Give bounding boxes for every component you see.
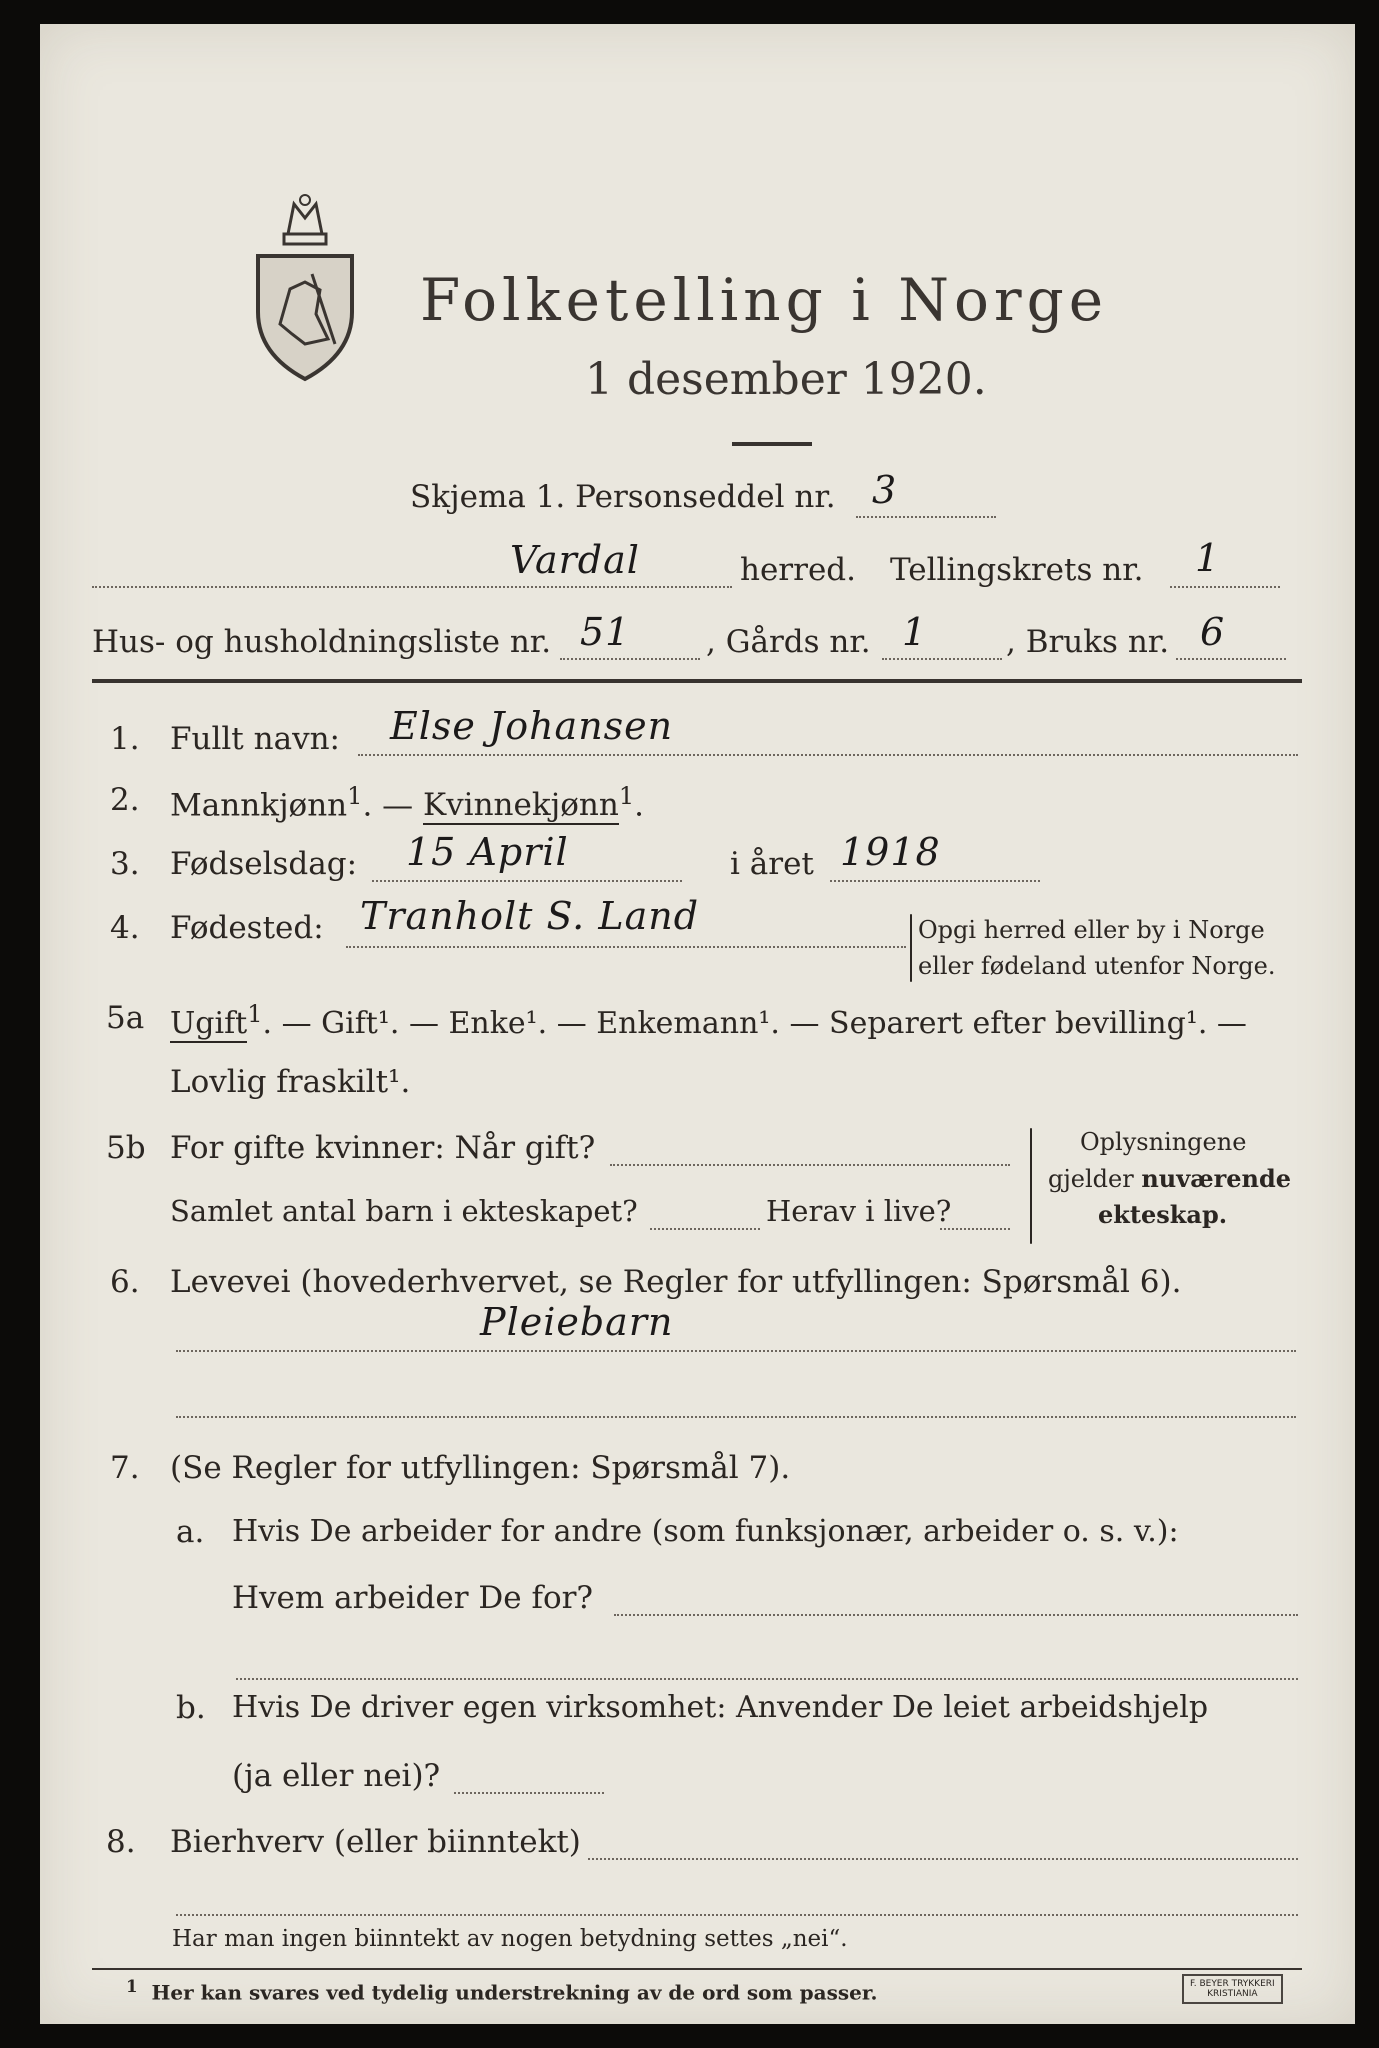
q5b-line2b: Herav i live? <box>766 1194 952 1228</box>
gards-label: , Gårds nr. <box>706 624 871 660</box>
female-option-selected[interactable]: Kvinnekjønn <box>423 787 619 824</box>
section-rule <box>92 679 1302 683</box>
q1-label: Fullt navn: <box>170 721 340 757</box>
q3-number: 3. <box>110 846 140 882</box>
q7b-line1: Hvis De driver egen virksomhet: Anvender De leiet arbeidshjelp <box>232 1690 1209 1725</box>
q7-number: 7. <box>110 1450 140 1486</box>
husholdningsliste-label: Hus- og husholdningsliste nr. <box>92 624 552 660</box>
q5b-line2a: Samlet antal barn i ekteskapet? <box>170 1194 638 1228</box>
ugift-option-selected[interactable]: Ugift <box>170 1006 248 1041</box>
footnote: $^1$ Her kan svares ved tydelig understrekning av de ord som passer. <box>126 1976 878 2005</box>
q7a-line1: Hvis De arbeider for andre (som funksjonær, arbeider o. s. v.): <box>232 1514 1179 1549</box>
q3-label: Fødselsdag: <box>170 846 358 882</box>
herred-label: herred. <box>740 552 856 588</box>
birth-year-value[interactable]: 1918 <box>840 830 941 874</box>
herred-value[interactable]: Vardal <box>510 538 640 582</box>
gards-value[interactable]: 1 <box>902 610 928 654</box>
q7-label: (Se Regler for utfyllingen: Spørsmål 7). <box>170 1450 791 1486</box>
q7a-letter: a. <box>176 1514 205 1550</box>
q7b-line2: (ja eller nei)? <box>232 1758 441 1794</box>
q5a-line2: Lovlig fraskilt¹. <box>170 1064 411 1100</box>
q8-label: Bierhverv (eller biinntekt) <box>170 1824 581 1860</box>
q5a-number: 5a <box>106 1000 145 1036</box>
income-note: Har man ingen biinntekt av nogen betydning settes „nei“. <box>172 1926 848 1952</box>
husholdningsliste-value[interactable]: 51 <box>580 610 631 654</box>
q5b-note-line2: gjelder nuværende <box>1048 1164 1292 1193</box>
q5b-number: 5b <box>106 1130 146 1166</box>
tellingskrets-value[interactable]: 1 <box>1195 536 1221 580</box>
q8-number: 8. <box>106 1824 136 1860</box>
bruks-label: , Bruks nr. <box>1006 624 1170 660</box>
q5a-options: Ugift$^1$. — Gift¹. — Enke¹. — Enkemann¹. — Separert efter bevilling¹. — <box>170 1000 1247 1041</box>
q4-number: 4. <box>110 910 140 946</box>
census-form <box>40 24 1355 2024</box>
form-title: Folketelling i Norge <box>420 266 1109 334</box>
year-label: i året <box>730 846 814 882</box>
census-date: 1 desember 1920. <box>585 354 987 405</box>
personseddel-number[interactable]: 3 <box>872 468 898 512</box>
q7a-line2: Hvem arbeider De for? <box>232 1580 594 1616</box>
full-name-value[interactable]: Else Johansen <box>390 704 674 748</box>
norwegian-coat-of-arms-icon <box>250 194 360 388</box>
occupation-value[interactable]: Pleiebarn <box>480 1300 674 1344</box>
q6-label: Levevei (hovederhvervet, se Regler for utfyllingen: Spørsmål 6). <box>170 1264 1182 1300</box>
printer-stamp: F. BEYER TRYKKERI KRISTIANIA <box>1182 1974 1283 2004</box>
birthplace-value[interactable]: Tranholt S. Land <box>360 894 700 938</box>
q6-number: 6. <box>110 1264 140 1300</box>
q4-note-line1: Opgi herred eller by i Norge <box>918 916 1265 944</box>
q4-label: Fødested: <box>170 910 324 946</box>
footnote-rule <box>92 1968 1302 1970</box>
q2-number: 2. <box>110 782 140 818</box>
birth-date-value[interactable]: 15 April <box>406 830 569 874</box>
male-option[interactable]: Mannkjønn <box>170 787 348 824</box>
q1-number: 1. <box>110 721 140 757</box>
title-divider <box>732 442 812 446</box>
q5b-note-line3: ekteskap. <box>1098 1200 1228 1229</box>
schema-label: Skjema 1. Personseddel nr. <box>410 479 836 515</box>
q5b-note-line1: Oplysningene <box>1080 1128 1247 1156</box>
bruks-value[interactable]: 6 <box>1200 610 1226 654</box>
q5b-line1: For gifte kvinner: Når gift? <box>170 1130 596 1166</box>
tellingskrets-label: Tellingskrets nr. <box>890 552 1144 588</box>
q4-note-line2: eller fødeland utenfor Norge. <box>918 952 1276 980</box>
q7b-letter: b. <box>176 1690 206 1726</box>
q2-options: Mannkjønn$^1$. — Kvinnekjønn$^1$. <box>170 782 644 824</box>
